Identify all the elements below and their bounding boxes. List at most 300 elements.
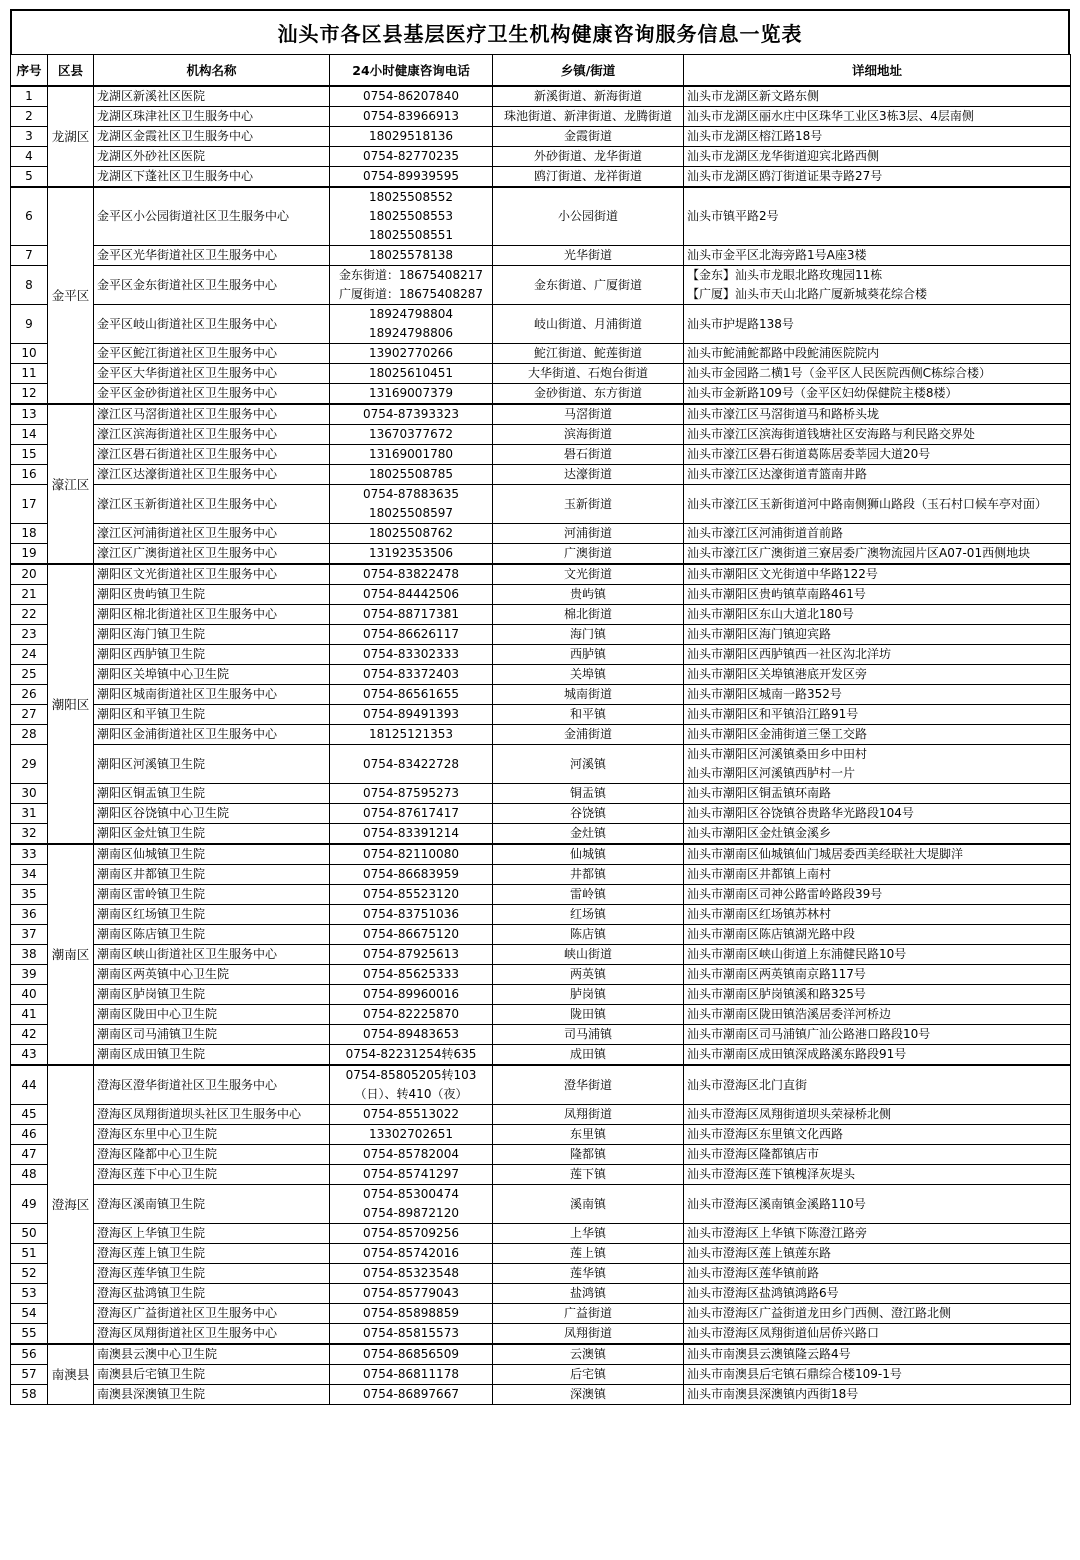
address-cell-line: 汕头市潮阳区河溪镇西胪村一片 [687, 766, 856, 780]
phone-cell-line: 0754-85300474 [363, 1187, 459, 1201]
district-cell: 濠江区 [48, 404, 94, 564]
address-cell: 汕头市潮阳区金灶镇金溪乡 [684, 824, 1071, 845]
phone-cell: 0754-85782004 [330, 1145, 493, 1165]
address-cell: 汕头市潮阳区文光街道中华路122号 [684, 564, 1071, 585]
phone-cell: 13670377672 [330, 425, 493, 445]
phone-cell: 18025508785 [330, 465, 493, 485]
address-cell-line: 【金东】汕头市龙眼北路玫瑰园11栋 [687, 268, 883, 282]
row-number: 19 [11, 544, 48, 565]
row-number: 9 [11, 305, 48, 344]
phone-cell: 0754-83391214 [330, 824, 493, 845]
institution-name: 潮南区雷岭镇卫生院 [94, 885, 330, 905]
institution-name: 金平区金东街道社区卫生服务中心 [94, 266, 330, 305]
table-row [11, 625, 1071, 645]
row-number: 7 [11, 246, 48, 266]
phone-cell: 0754-86897667 [330, 1385, 493, 1405]
row-number: 53 [11, 1284, 48, 1304]
table-row [11, 1344, 1071, 1365]
phone-cell-line: 0754-89872120 [363, 1206, 459, 1220]
table-row [11, 1045, 1071, 1066]
institution-name: 濠江区河浦街道社区卫生服务中心 [94, 524, 330, 544]
phone-cell: 13192353506 [330, 544, 493, 565]
address-cell: 汕头市潮南区井都镇上南村 [684, 865, 1071, 885]
street-cell: 河溪镇 [493, 745, 684, 784]
street-cell: 金砂街道、东方街道 [493, 384, 684, 405]
street-cell: 莲上镇 [493, 1244, 684, 1264]
phone-cell: 13169001780 [330, 445, 493, 465]
row-number: 12 [11, 384, 48, 405]
street-cell: 海门镇 [493, 625, 684, 645]
table-row [11, 1365, 1071, 1385]
street-cell: 司马浦镇 [493, 1025, 684, 1045]
institution-name: 潮阳区海门镇卫生院 [94, 625, 330, 645]
phone-cell: 0754-85513022 [330, 1105, 493, 1125]
institution-name: 潮阳区河溪镇卫生院 [94, 745, 330, 784]
row-number: 49 [11, 1185, 48, 1224]
address-cell: 汕头市潮阳区金浦街道三堡工交路 [684, 725, 1071, 745]
institution-name: 潮阳区谷饶镇中心卫生院 [94, 804, 330, 824]
address-cell: 汕头市潮南区仙城镇仙门城居委西美经联社大堤脚洋 [684, 844, 1071, 865]
table-row [11, 384, 1071, 405]
row-number: 45 [11, 1105, 48, 1125]
phone-cell: 0754-85709256 [330, 1224, 493, 1244]
address-cell: 汕头市潮阳区关埠镇港底开发区旁 [684, 665, 1071, 685]
institution-name: 南澳县深澳镇卫生院 [94, 1385, 330, 1405]
phone-cell: 0754-86675120 [330, 925, 493, 945]
address-cell: 汕头市澄海区隆都镇店市 [684, 1145, 1071, 1165]
phone-cell: 0754-85779043 [330, 1284, 493, 1304]
address-cell: 汕头市龙湖区丽水庄中区珠华工业区3栋3层、4层南侧 [684, 107, 1071, 127]
address-cell: 汕头市澄海区莲华镇前路 [684, 1264, 1071, 1284]
address-cell: 汕头市澄海区东里镇文化西路 [684, 1125, 1071, 1145]
row-number: 39 [11, 965, 48, 985]
institution-name: 潮阳区棉北街道社区卫生服务中心 [94, 605, 330, 625]
phone-cell: 18125121353 [330, 725, 493, 745]
district-cell: 潮南区 [48, 844, 94, 1065]
institution-name: 潮南区井都镇卫生院 [94, 865, 330, 885]
institution-name: 濠江区马滘街道社区卫生服务中心 [94, 404, 330, 425]
table-row [11, 524, 1071, 544]
table-row [11, 1385, 1071, 1405]
phone-cell-line: 18025508551 [369, 228, 453, 242]
address-cell: 汕头市濠江区河浦街道首前路 [684, 524, 1071, 544]
institution-name: 潮阳区和平镇卫生院 [94, 705, 330, 725]
phone-cell: 0754-86561655 [330, 685, 493, 705]
institution-name: 潮南区陇田中心卫生院 [94, 1005, 330, 1025]
table-row [11, 685, 1071, 705]
institution-name: 濠江区玉新街道社区卫生服务中心 [94, 485, 330, 524]
phone-cell: 13302702651 [330, 1125, 493, 1145]
address-cell [684, 745, 1071, 784]
header-address: 详细地址 [684, 55, 1071, 87]
street-cell: 仙城镇 [493, 844, 684, 865]
phone-cell: 0754-85625333 [330, 965, 493, 985]
street-cell: 上华镇 [493, 1224, 684, 1244]
institution-table [10, 54, 1071, 1405]
row-number: 24 [11, 645, 48, 665]
institution-name: 金平区光华街道社区卫生服务中心 [94, 246, 330, 266]
address-cell: 汕头市澄海区莲上镇莲东路 [684, 1244, 1071, 1264]
row-number: 43 [11, 1045, 48, 1066]
table-row [11, 905, 1071, 925]
street-cell: 澄华街道 [493, 1065, 684, 1105]
table-row [11, 344, 1071, 364]
street-cell: 鮀江街道、鮀莲街道 [493, 344, 684, 364]
institution-name: 潮阳区文光街道社区卫生服务中心 [94, 564, 330, 585]
row-number: 18 [11, 524, 48, 544]
row-number: 34 [11, 865, 48, 885]
row-number: 3 [11, 127, 48, 147]
institution-name: 澄海区上华镇卫生院 [94, 1224, 330, 1244]
address-cell: 汕头市澄海区盐鸿镇鸿路6号 [684, 1284, 1071, 1304]
phone-cell: 0754-82110080 [330, 844, 493, 865]
institution-name: 澄海区凤翔街道坝头社区卫生服务中心 [94, 1105, 330, 1125]
institution-name: 龙湖区新溪社区医院 [94, 86, 330, 107]
phone-cell-line: （日）、转410（夜） [354, 1087, 468, 1101]
row-number: 36 [11, 905, 48, 925]
header-street: 乡镇/街道 [493, 55, 684, 87]
table-row [11, 1165, 1071, 1185]
phone-cell-line: 0754-85805205转103 [345, 1068, 477, 1082]
table-row [11, 485, 1071, 524]
address-cell: 汕头市澄海区上华镇下陈澄江路旁 [684, 1224, 1071, 1244]
address-cell: 汕头市澄海区凤翔街道仙居侨兴路口 [684, 1324, 1071, 1345]
row-number: 38 [11, 945, 48, 965]
street-cell: 马滘街道 [493, 404, 684, 425]
row-number: 14 [11, 425, 48, 445]
address-cell: 汕头市龙湖区榕江路18号 [684, 127, 1071, 147]
institution-name: 濠江区广澳街道社区卫生服务中心 [94, 544, 330, 565]
street-cell: 广益街道 [493, 1304, 684, 1324]
row-number: 33 [11, 844, 48, 865]
row-number: 13 [11, 404, 48, 425]
phone-cell-line: 广厦街道：18675408287 [339, 287, 483, 301]
phone-cell: 0754-82231254转635 [330, 1045, 493, 1066]
phone-cell: 0754-86207840 [330, 86, 493, 107]
street-cell: 溪南镇 [493, 1185, 684, 1224]
address-cell: 汕头市龙湖区鸥汀街道证果寺路27号 [684, 167, 1071, 188]
institution-name: 潮南区红场镇卫生院 [94, 905, 330, 925]
row-number: 11 [11, 364, 48, 384]
phone-cell: 0754-85742016 [330, 1244, 493, 1264]
street-cell: 西胪镇 [493, 645, 684, 665]
institution-name: 潮阳区关埠镇中心卫生院 [94, 665, 330, 685]
street-cell: 玉新街道 [493, 485, 684, 524]
table-row [11, 1025, 1071, 1045]
table-row [11, 364, 1071, 384]
table-row [11, 725, 1071, 745]
address-cell: 汕头市潮南区陇田镇浩溪居委洋河桥边 [684, 1005, 1071, 1025]
phone-cell-line: 18025508552 [369, 190, 453, 204]
address-cell: 汕头市澄海区莲下镇槐泽灰堤头 [684, 1165, 1071, 1185]
phone-cell: 0754-84442506 [330, 585, 493, 605]
address-cell: 汕头市潮阳区东山大道北180号 [684, 605, 1071, 625]
address-cell: 汕头市潮南区司神公路雷岭路段39号 [684, 885, 1071, 905]
table-row [11, 86, 1071, 107]
institution-name: 濠江区滨海街道社区卫生服务中心 [94, 425, 330, 445]
institution-name: 潮南区两英镇中心卫生院 [94, 965, 330, 985]
row-number: 27 [11, 705, 48, 725]
street-cell: 珠池街道、新津街道、龙腾街道 [493, 107, 684, 127]
table-row [11, 167, 1071, 188]
row-number: 8 [11, 266, 48, 305]
address-cell: 汕头市潮阳区谷饶镇谷贵路华光路段104号 [684, 804, 1071, 824]
address-cell: 汕头市鮀浦鮀都路中段鮀浦医院院内 [684, 344, 1071, 364]
table-row [11, 865, 1071, 885]
table-row [11, 1264, 1071, 1284]
row-number: 6 [11, 187, 48, 246]
page-title: 汕头市各区县基层医疗卫生机构健康咨询服务信息一览表 [277, 22, 803, 46]
phone-cell: 18025508762 [330, 524, 493, 544]
institution-name: 潮南区仙城镇卫生院 [94, 844, 330, 865]
row-number: 4 [11, 147, 48, 167]
row-number: 41 [11, 1005, 48, 1025]
phone-cell: 0754-87393323 [330, 404, 493, 425]
table-row [11, 266, 1071, 305]
address-cell: 汕头市潮南区胪岗镇溪和路325号 [684, 985, 1071, 1005]
street-cell: 成田镇 [493, 1045, 684, 1066]
street-cell: 凤翔街道 [493, 1324, 684, 1345]
phone-cell: 0754-83302333 [330, 645, 493, 665]
phone-cell: 0754-86856509 [330, 1344, 493, 1365]
address-cell-line: 汕头市潮阳区河溪镇桑田乡中田村 [687, 747, 868, 761]
phone-cell: 18029518136 [330, 127, 493, 147]
table-row [11, 645, 1071, 665]
table-row [11, 1244, 1071, 1264]
table-row [11, 784, 1071, 804]
table-row [11, 147, 1071, 167]
institution-name: 澄海区澄华街道社区卫生服务中心 [94, 1065, 330, 1105]
address-cell: 汕头市南澳县后宅镇石鼎综合楼109-1号 [684, 1365, 1071, 1385]
phone-cell: 0754-89960016 [330, 985, 493, 1005]
phone-cell [330, 485, 493, 524]
address-cell: 汕头市澄海区溪南镇金溪路110号 [684, 1185, 1071, 1224]
street-cell: 金霞街道 [493, 127, 684, 147]
table-row [11, 745, 1071, 784]
street-cell: 和平镇 [493, 705, 684, 725]
street-cell: 金浦街道 [493, 725, 684, 745]
street-cell: 河浦街道 [493, 524, 684, 544]
institution-name: 潮南区峡山街道社区卫生服务中心 [94, 945, 330, 965]
row-number: 44 [11, 1065, 48, 1105]
row-number: 2 [11, 107, 48, 127]
phone-cell: 0754-85898859 [330, 1304, 493, 1324]
institution-name: 金平区小公园街道社区卫生服务中心 [94, 187, 330, 246]
phone-cell-line: 18025508597 [369, 506, 453, 520]
address-cell: 汕头市濠江区滨海街道钱塘社区安海路与利民路交界处 [684, 425, 1071, 445]
title-box [10, 9, 1070, 54]
table-row [11, 965, 1071, 985]
institution-name: 澄海区广益街道社区卫生服务中心 [94, 1304, 330, 1324]
table-header-row [11, 55, 1071, 87]
street-cell: 峡山街道 [493, 945, 684, 965]
table-row [11, 1304, 1071, 1324]
table-row [11, 1065, 1071, 1105]
row-number: 46 [11, 1125, 48, 1145]
institution-name: 潮阳区铜盂镇卫生院 [94, 784, 330, 804]
address-cell: 汕头市金新路109号（金平区妇幼保健院主楼8楼） [684, 384, 1071, 405]
header-no: 序号 [11, 55, 48, 87]
phone-cell: 0754-89491393 [330, 705, 493, 725]
address-cell: 汕头市南澳县云澳镇隆云路4号 [684, 1344, 1071, 1365]
table-row [11, 1284, 1071, 1304]
institution-name: 金平区大华街道社区卫生服务中心 [94, 364, 330, 384]
table-row [11, 985, 1071, 1005]
phone-cell: 0754-83751036 [330, 905, 493, 925]
address-cell [684, 266, 1071, 305]
institution-name: 澄海区莲上镇卫生院 [94, 1244, 330, 1264]
row-number: 5 [11, 167, 48, 188]
row-number: 20 [11, 564, 48, 585]
row-number: 32 [11, 824, 48, 845]
row-number: 17 [11, 485, 48, 524]
phone-cell [330, 187, 493, 246]
row-number: 28 [11, 725, 48, 745]
header-name: 机构名称 [94, 55, 330, 87]
address-cell: 汕头市潮阳区海门镇迎宾路 [684, 625, 1071, 645]
row-number: 29 [11, 745, 48, 784]
table-body [11, 86, 1071, 1405]
phone-cell [330, 266, 493, 305]
institution-name: 澄海区莲下中心卫生院 [94, 1165, 330, 1185]
phone-cell: 0754-86811178 [330, 1365, 493, 1385]
address-cell: 汕头市潮南区陈店镇湖光路中段 [684, 925, 1071, 945]
row-number: 47 [11, 1145, 48, 1165]
street-cell: 铜盂镇 [493, 784, 684, 804]
institution-name: 金平区金砂街道社区卫生服务中心 [94, 384, 330, 405]
street-cell: 广澳街道 [493, 544, 684, 565]
institution-name: 澄海区溪南镇卫生院 [94, 1185, 330, 1224]
table-row [11, 1145, 1071, 1165]
address-cell: 汕头市护堤路138号 [684, 305, 1071, 344]
street-cell: 关埠镇 [493, 665, 684, 685]
table-row [11, 465, 1071, 485]
row-number: 58 [11, 1385, 48, 1405]
street-cell: 贵屿镇 [493, 585, 684, 605]
row-number: 40 [11, 985, 48, 1005]
street-cell: 莲华镇 [493, 1264, 684, 1284]
address-cell: 汕头市潮南区两英镇南京路117号 [684, 965, 1071, 985]
phone-cell: 0754-83372403 [330, 665, 493, 685]
street-cell: 礐石街道 [493, 445, 684, 465]
street-cell: 小公园街道 [493, 187, 684, 246]
street-cell: 大华街道、石炮台街道 [493, 364, 684, 384]
phone-cell: 0754-89939595 [330, 167, 493, 188]
address-cell: 汕头市澄海区北门直街 [684, 1065, 1071, 1105]
institution-name: 金平区岐山街道社区卫生服务中心 [94, 305, 330, 344]
street-cell: 文光街道 [493, 564, 684, 585]
address-cell: 汕头市潮阳区城南一路352号 [684, 685, 1071, 705]
row-number: 57 [11, 1365, 48, 1385]
row-number: 15 [11, 445, 48, 465]
street-cell: 两英镇 [493, 965, 684, 985]
table-row [11, 585, 1071, 605]
table-row [11, 107, 1071, 127]
address-cell: 汕头市澄海区凤翔街道坝头荣禄桥北侧 [684, 1105, 1071, 1125]
row-number: 30 [11, 784, 48, 804]
phone-cell: 0754-85523120 [330, 885, 493, 905]
phone-cell: 0754-87595273 [330, 784, 493, 804]
street-cell: 金灶镇 [493, 824, 684, 845]
street-cell: 后宅镇 [493, 1365, 684, 1385]
row-number: 23 [11, 625, 48, 645]
institution-name: 潮阳区金浦街道社区卫生服务中心 [94, 725, 330, 745]
street-cell: 盐鸿镇 [493, 1284, 684, 1304]
institution-name: 龙湖区珠津社区卫生服务中心 [94, 107, 330, 127]
address-cell: 汕头市镇平路2号 [684, 187, 1071, 246]
phone-cell: 0754-86683959 [330, 865, 493, 885]
district-cell: 金平区 [48, 187, 94, 404]
institution-name: 潮阳区城南街道社区卫生服务中心 [94, 685, 330, 705]
row-number: 26 [11, 685, 48, 705]
street-cell: 外砂街道、龙华街道 [493, 147, 684, 167]
institution-name: 潮阳区金灶镇卫生院 [94, 824, 330, 845]
row-number: 55 [11, 1324, 48, 1345]
row-number: 25 [11, 665, 48, 685]
table-row [11, 804, 1071, 824]
street-cell: 东里镇 [493, 1125, 684, 1145]
table-row [11, 665, 1071, 685]
street-cell: 金东街道、广厦街道 [493, 266, 684, 305]
phone-cell: 0754-82770235 [330, 147, 493, 167]
row-number: 42 [11, 1025, 48, 1045]
address-cell: 汕头市潮阳区西胪镇西一社区沟北洋坊 [684, 645, 1071, 665]
table-row [11, 246, 1071, 266]
header-district: 区县 [48, 55, 94, 87]
address-cell: 汕头市濠江区礐石街道葛陈居委莘园大道20号 [684, 445, 1071, 465]
row-number: 10 [11, 344, 48, 364]
street-cell: 陇田镇 [493, 1005, 684, 1025]
row-number: 51 [11, 1244, 48, 1264]
street-cell: 城南街道 [493, 685, 684, 705]
address-cell: 汕头市南澳县深澳镇内西街18号 [684, 1385, 1071, 1405]
street-cell: 达濠街道 [493, 465, 684, 485]
institution-name: 澄海区凤翔街道社区卫生服务中心 [94, 1324, 330, 1345]
institution-name: 南澳县后宅镇卫生院 [94, 1365, 330, 1385]
institution-name: 金平区鮀江街道社区卫生服务中心 [94, 344, 330, 364]
address-cell: 汕头市濠江区马滘街道马和路桥头垅 [684, 404, 1071, 425]
address-cell: 汕头市濠江区广澳街道三寮居委广澳物流园片区A07-01西侧地块 [684, 544, 1071, 565]
street-cell: 云澳镇 [493, 1344, 684, 1365]
address-cell: 汕头市潮阳区贵屿镇草南路461号 [684, 585, 1071, 605]
institution-name: 潮南区胪岗镇卫生院 [94, 985, 330, 1005]
phone-cell: 0754-85741297 [330, 1165, 493, 1185]
street-cell: 隆都镇 [493, 1145, 684, 1165]
phone-cell [330, 305, 493, 344]
table-row [11, 1005, 1071, 1025]
address-cell: 汕头市金平区北海旁路1号A座3楼 [684, 246, 1071, 266]
table-row [11, 187, 1071, 246]
row-number: 22 [11, 605, 48, 625]
institution-name: 澄海区盐鸿镇卫生院 [94, 1284, 330, 1304]
street-cell: 岐山街道、月浦街道 [493, 305, 684, 344]
phone-cell: 0754-87617417 [330, 804, 493, 824]
header-phone: 24小时健康咨询电话 [330, 55, 493, 87]
address-cell: 汕头市潮阳区铜盂镇环南路 [684, 784, 1071, 804]
phone-cell-line: 金东街道：18675408217 [339, 268, 483, 282]
address-cell: 汕头市潮南区司马浦镇广汕公路港口路段10号 [684, 1025, 1071, 1045]
institution-name: 潮南区陈店镇卫生院 [94, 925, 330, 945]
phone-cell-line: 0754-87883635 [363, 487, 459, 501]
institution-name: 澄海区隆都中心卫生院 [94, 1145, 330, 1165]
table-row [11, 544, 1071, 565]
phone-cell-line: 18025508553 [369, 209, 453, 223]
table-row [11, 824, 1071, 845]
district-cell: 南澳县 [48, 1344, 94, 1405]
institution-name: 南澳县云澳中心卫生院 [94, 1344, 330, 1365]
table-row [11, 885, 1071, 905]
street-cell: 棉北街道 [493, 605, 684, 625]
